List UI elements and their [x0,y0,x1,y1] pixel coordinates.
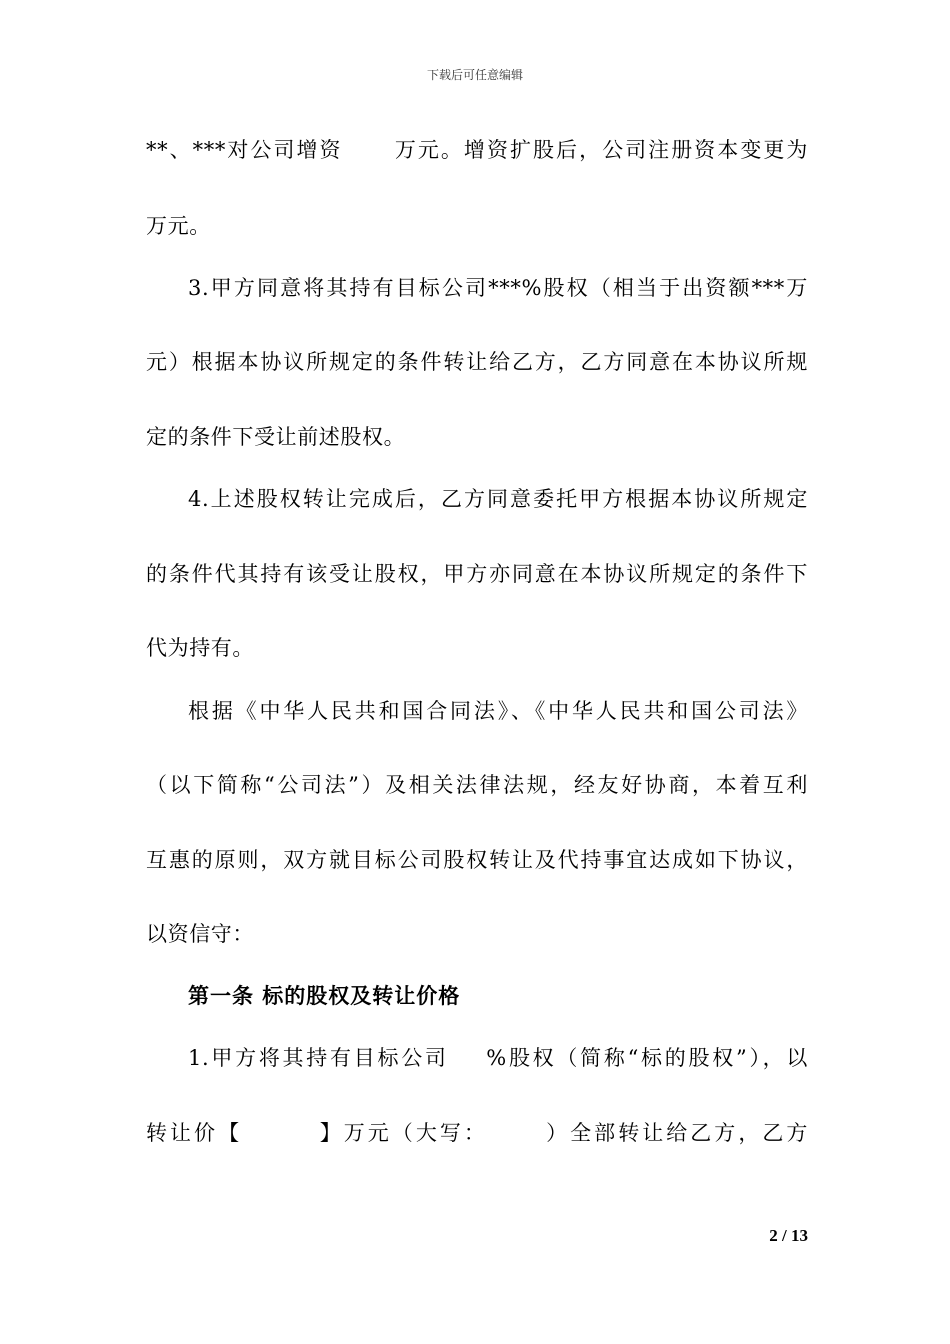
body-line: 定的条件下受让前述股权。 [146,425,406,449]
body-line: （以下简称“公司法”）及相关法律法规，经友好协商，本着互利 [146,773,808,797]
body-line: 1.甲方将其持有目标公司 %股权（简称“标的股权”），以 [188,1046,808,1070]
body-line: 转让价【 】万元（大写： ）全部转让给乙方，乙方 [146,1121,808,1145]
body-line: 万元。 [146,214,211,238]
body-line: 互惠的原则，双方就目标公司股权转让及代持事宜达成如下协议， [146,848,808,872]
section-heading: 第一条 标的股权及转让价格 [188,984,461,1008]
body-line: 元）根据本协议所规定的条件转让给乙方，乙方同意在本协议所规 [146,350,808,374]
body-line: 以资信守： [146,922,254,946]
body-line: **、***对公司增资 万元。增资扩股后，公司注册资本变更为 [146,138,808,162]
page-header: 下载后可任意编辑 [426,68,523,82]
body-line: 根据《中华人民共和国合同法》、《中华人民共和国公司法》 [188,699,808,723]
body-line: 的条件代其持有该受让股权，甲方亦同意在本协议所规定的条件下 [146,562,808,586]
body-line: 3.甲方同意将其持有目标公司***%股权（相当于出资额***万 [188,276,808,300]
body-line: 代为持有。 [146,636,254,660]
page-number: 2 / 13 [769,1226,808,1245]
body-line: 4.上述股权转让完成后，乙方同意委托甲方根据本协议所规定 [188,487,808,511]
